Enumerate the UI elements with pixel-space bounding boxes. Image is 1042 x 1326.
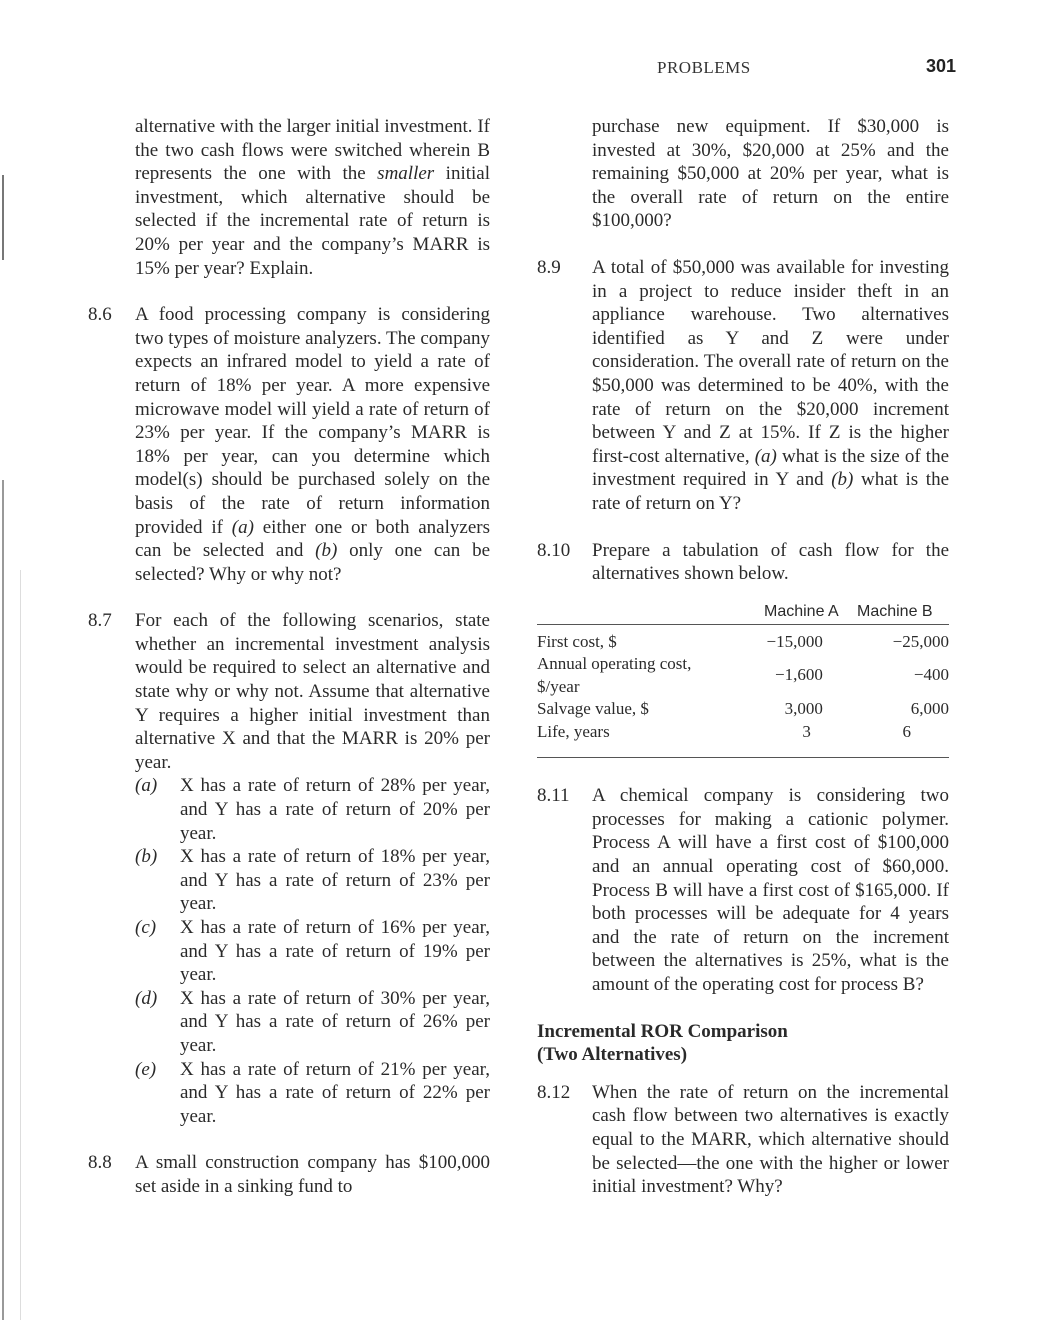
row-label: Salvage value, $ [537,699,649,719]
part-label: (e) [135,1058,157,1080]
continued-problem-text: purchase new equipment. If $30,000 is invested at 30%, $20,000 at 25% and the remaining $50,000 at 20% per year, what is the overall rate of return on the entire $100,000? [592,116,949,232]
problem-8-8: 8.8 A small construction company has $100,000 set aside in a sinking fund to [88,1152,490,1197]
table-header [537,598,949,625]
problem-8-12: 8.12 When the rate of return on the incremental cash flow between two alternatives is exactly equal to the MARR, which alternative should be selected—the one with the higher or lower initial investment? Why? [537,1081,949,1198]
section-heading: Incremental ROR Comparison (Two Alternatives) [537,1020,788,1066]
column-header-machine-b: Machine B [857,602,933,620]
problem-number: 8.6 [88,304,112,326]
problem-number: 8.7 [88,610,112,632]
problem-part: (e) X has a rate of return of 21% per year, and Y has a rate of return of 22% per year. [135,1058,490,1127]
machine-b-value: −25,000 [892,631,949,651]
machine-a-value: 3 [802,721,811,741]
part-label: (b) [135,846,158,868]
scan-binding-edge [2,480,4,1320]
cash-flow-table [537,598,949,759]
left-column [60,115,490,1199]
scan-binding-edge [20,570,21,1320]
problem-parts [135,774,490,1128]
right-column [537,115,949,1199]
scan-binding-edge [2,175,4,260]
problem-8-7 [60,609,490,1128]
column-header-machine-a: Machine A [764,602,839,620]
part-label: (c) [135,917,157,938]
table-row [537,653,949,698]
machine-b-value: 6,000 [910,699,949,719]
row-label: Annual operating cost, $/year [537,654,692,696]
problem-8-10: 8.10 Prepare a tabulation of cash flow for the alternatives shown below. [537,539,949,585]
problem-intro: For each of the following scenarios, state whether an incremental investment analysis would be required to select an alternative and state why or why not. Assume that alternative Y requires a higher initial investment than alternative X and that the MARR is 20% per year. [135,610,490,773]
machine-a-value: −1,600 [775,665,823,685]
running-title: PROBLEMS [657,58,751,77]
problem-number: 8.8 [88,1152,112,1174]
page-number: 301 [926,56,957,76]
machine-a-value: −15,000 [766,631,823,651]
part-label: (d) [135,987,158,1009]
problem-number: 8.10 [537,539,571,561]
table-row [537,625,949,654]
emphasis-text: smaller [377,163,435,185]
machine-b-value: 6 [902,721,911,741]
problem-number: 8.11 [537,785,570,807]
table-body [537,625,949,759]
problem-number: 8.9 [537,256,561,278]
running-header [0,56,1042,84]
continued-problem-text: alternative with the larger initial investment. If the two cash flows were switched wherein B represents the one with the smaller initial investment, which alternative should be selected if the incremental rate of return is 20% per year and the company’s MARR is 15% per year? Explain. [135,116,491,279]
problem-8-6: 8.6 A food processing company is considering two types of moisture analyzers. The company expects an infrared model to yield a rate of return of 18% per year. A more expensive microwave model will yield a rate of return of 23% per year. If the company’s MARR is 18% per year, can you determine which model(s) should be purchased solely on the basis of the rate of return information provided if (a) either one or both analyzers can be selected and (b) only one can be selected? Why or why not? [88,304,490,585]
problem-8-11: 8.11 A chemical company is considering two processes for making a cationic polymer. Process A will have a first cost of $100,000 and an annual operating cost of $60,000. Process B will have a first cost of $165,000. If both processes will be adequate for 4 years and the rate of return on the increment between the alternatives is 25%, what is the amount of the operating cost for process B? [537,785,949,995]
problem-number: 8.12 [537,1081,571,1103]
problem-part: (c) X has a rate of return of 16% per year, and Y has a rate of return of 19% per year. [135,917,490,986]
problem-part: (a) X has a rate of return of 28% per year, and Y has a rate of return of 20% per year. [135,775,490,844]
machine-b-value: −400 [913,665,949,685]
part-label: (a) [135,775,158,797]
row-label: First cost, $ [537,631,617,651]
table-row [537,721,949,758]
row-label: Life, years [537,721,610,741]
problem-part: (d) X has a rate of return of 30% per year, and Y has a rate of return of 26% per year. [135,987,490,1056]
problem-part: (b) X has a rate of return of 18% per year, and Y has a rate of return of 23% per year. [135,846,490,915]
problem-8-9: 8.9 A total of $50,000 was available for investing in a project to reduce insider theft in an appliance warehouse. Two alternatives identified as Y and Z were under consideration. The overall rate of return on the $50,000 was determined to be 40%, with the rate of return on the $20,000 increment between Y and Z at 15%. If Z is the higher first-cost alternative, (a) what is the size of the investment required in Y and (b) what is the rate of return on Y? [537,256,949,514]
machine-a-value: 3,000 [784,699,823,719]
table-row [537,698,949,721]
